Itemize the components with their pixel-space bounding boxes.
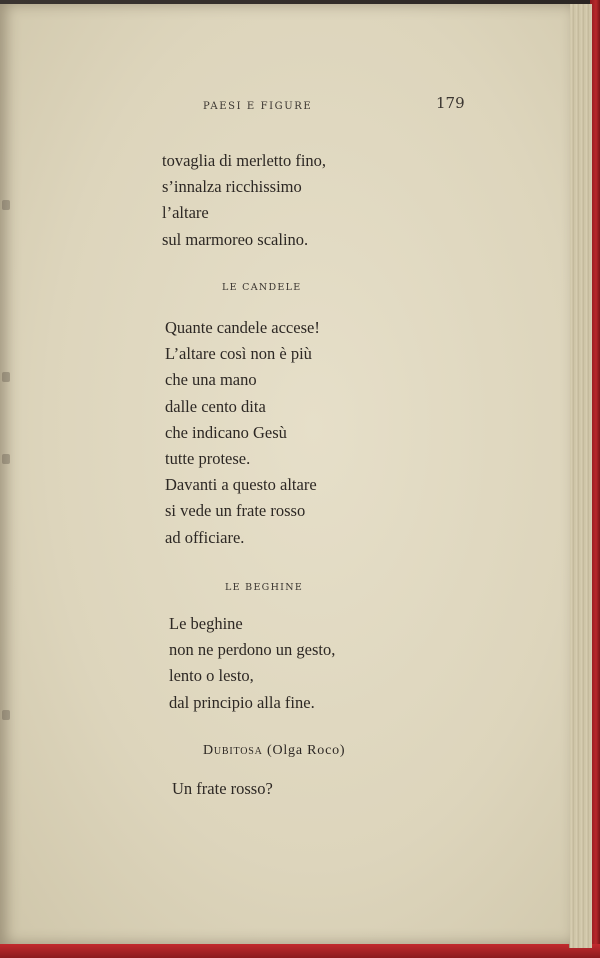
verse-line: ad officiare. <box>165 527 245 547</box>
verse-line: non ne perdono un gesto, <box>169 640 336 660</box>
verse-line: s’innalza ricchissimo <box>162 177 302 197</box>
verse-line: che una mano <box>165 370 257 390</box>
verse-line: Quante candele accese! <box>165 318 320 337</box>
verse-line: dalle cento dita <box>165 396 266 416</box>
speaker-name: Dubitosa <box>203 743 263 758</box>
speaker-heading <box>203 743 345 759</box>
verse-line: tovaglia di merletto fino, <box>162 151 327 170</box>
verse-line: L’altare così non è più <box>165 344 312 364</box>
verse-line: si vede un frate rosso <box>165 501 306 521</box>
stanza-1 <box>162 148 326 253</box>
verse-line: che indicano Gesù <box>165 422 287 442</box>
verse-line: tutte protese. <box>165 448 251 468</box>
bleed-through-mark <box>2 710 10 720</box>
verse-line: Davanti a questo altare <box>165 475 317 495</box>
verse-line: dal principio alla fine. <box>169 692 315 712</box>
running-head: PAESI E FIGURE <box>203 101 313 112</box>
red-cover-bottom <box>0 944 600 958</box>
verse-line: lento o lesto, <box>169 666 254 686</box>
bleed-through-mark <box>2 200 10 210</box>
verse-line: Un frate rosso? <box>172 779 273 798</box>
speaker-actor: (Olga Roco) <box>266 743 346 758</box>
page-edges <box>569 4 592 948</box>
verse-line: sul marmoreo scalino. <box>162 229 309 249</box>
bleed-through-mark <box>2 372 10 382</box>
verse-line: l’altare <box>162 203 209 223</box>
page-number: 179 <box>436 94 465 112</box>
stanza-candele <box>165 315 320 551</box>
dialogue-line <box>172 776 273 802</box>
bleed-through-mark <box>2 454 10 464</box>
section-title-candele: LE CANDELE <box>222 282 302 293</box>
section-title-beghine: LE BEGHINE <box>225 582 304 593</box>
stanza-beghine <box>169 611 335 716</box>
verse-line: Le beghine <box>169 614 243 633</box>
book-page <box>0 4 570 944</box>
